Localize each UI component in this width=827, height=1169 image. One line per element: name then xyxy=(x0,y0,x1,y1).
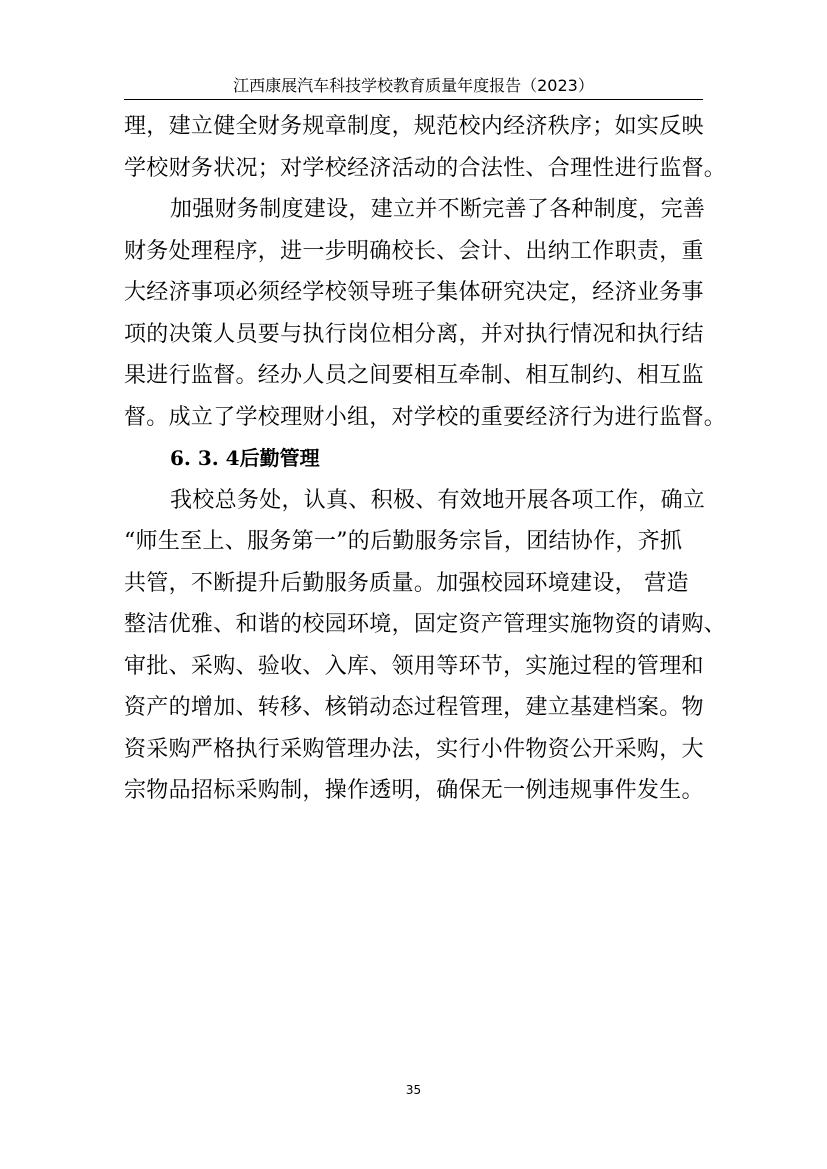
text-line: 宗物品招标采购制，操作透明，确保无一例违规事件发生。 xyxy=(124,778,704,803)
text-line: 果进行监督。经办人员之间要相互牵制、相互制约、相互监 xyxy=(124,363,704,388)
text-line: 资采购严格执行采购管理办法，实行小件物资公开采购，大 xyxy=(124,736,704,762)
page-header xyxy=(124,74,703,100)
text-line: 财务处理程序，进一步明确校长、会计、出纳工作职责，重 xyxy=(124,238,704,264)
page-number: 35 xyxy=(405,1083,422,1097)
paragraph-3 xyxy=(124,480,734,812)
text-line: 资产的增加、转移、核销动态过程管理，建立基建档案。物 xyxy=(124,695,704,720)
text-line: 整洁优雅、和谐的校园环境，固定资产管理实施物资的请购、 xyxy=(124,612,727,637)
text-line: 督。成立了学校理财小组，对学校的重要经济行为进行监督。 xyxy=(124,404,727,430)
text-line: 理，建立健全财务规章制度，规范校内经济秩序；如实反映 xyxy=(124,114,704,139)
report-title: 江西康展汽车科技学校教育质量年度报告（2023） xyxy=(233,76,594,95)
text-line: 大经济事项必须经学校领导班子集体研究决定，经济业务事 xyxy=(124,280,704,305)
paragraph-1 xyxy=(124,106,734,189)
text-line: “师生至上、服务第一”的后勤服务宗旨，团结协作，齐抓 xyxy=(124,529,683,554)
text-line: 学校财务状况；对学校经济活动的合法性、合理性进行监督。 xyxy=(124,155,727,181)
text-line: 加强财务制度建设，建立并不断完善了各种制度，完善 xyxy=(170,197,706,222)
paragraph-2 xyxy=(124,189,734,438)
body-text xyxy=(124,106,734,812)
text-line: 项的决策人员要与执行岗位相分离，并对执行情况和执行结 xyxy=(124,321,704,347)
text-line: 审批、采购、验收、入库、领用等环节，实施过程的管理和 xyxy=(124,653,704,679)
text-line: 我校总务处，认真、积极、有效地开展各项工作，确立 xyxy=(170,487,706,513)
text-line: 共管，不断提升后勤服务质量。加强校园环境建设， 营造 xyxy=(124,570,689,596)
section-heading: 6. 3. 4后勤管理 xyxy=(170,446,320,470)
